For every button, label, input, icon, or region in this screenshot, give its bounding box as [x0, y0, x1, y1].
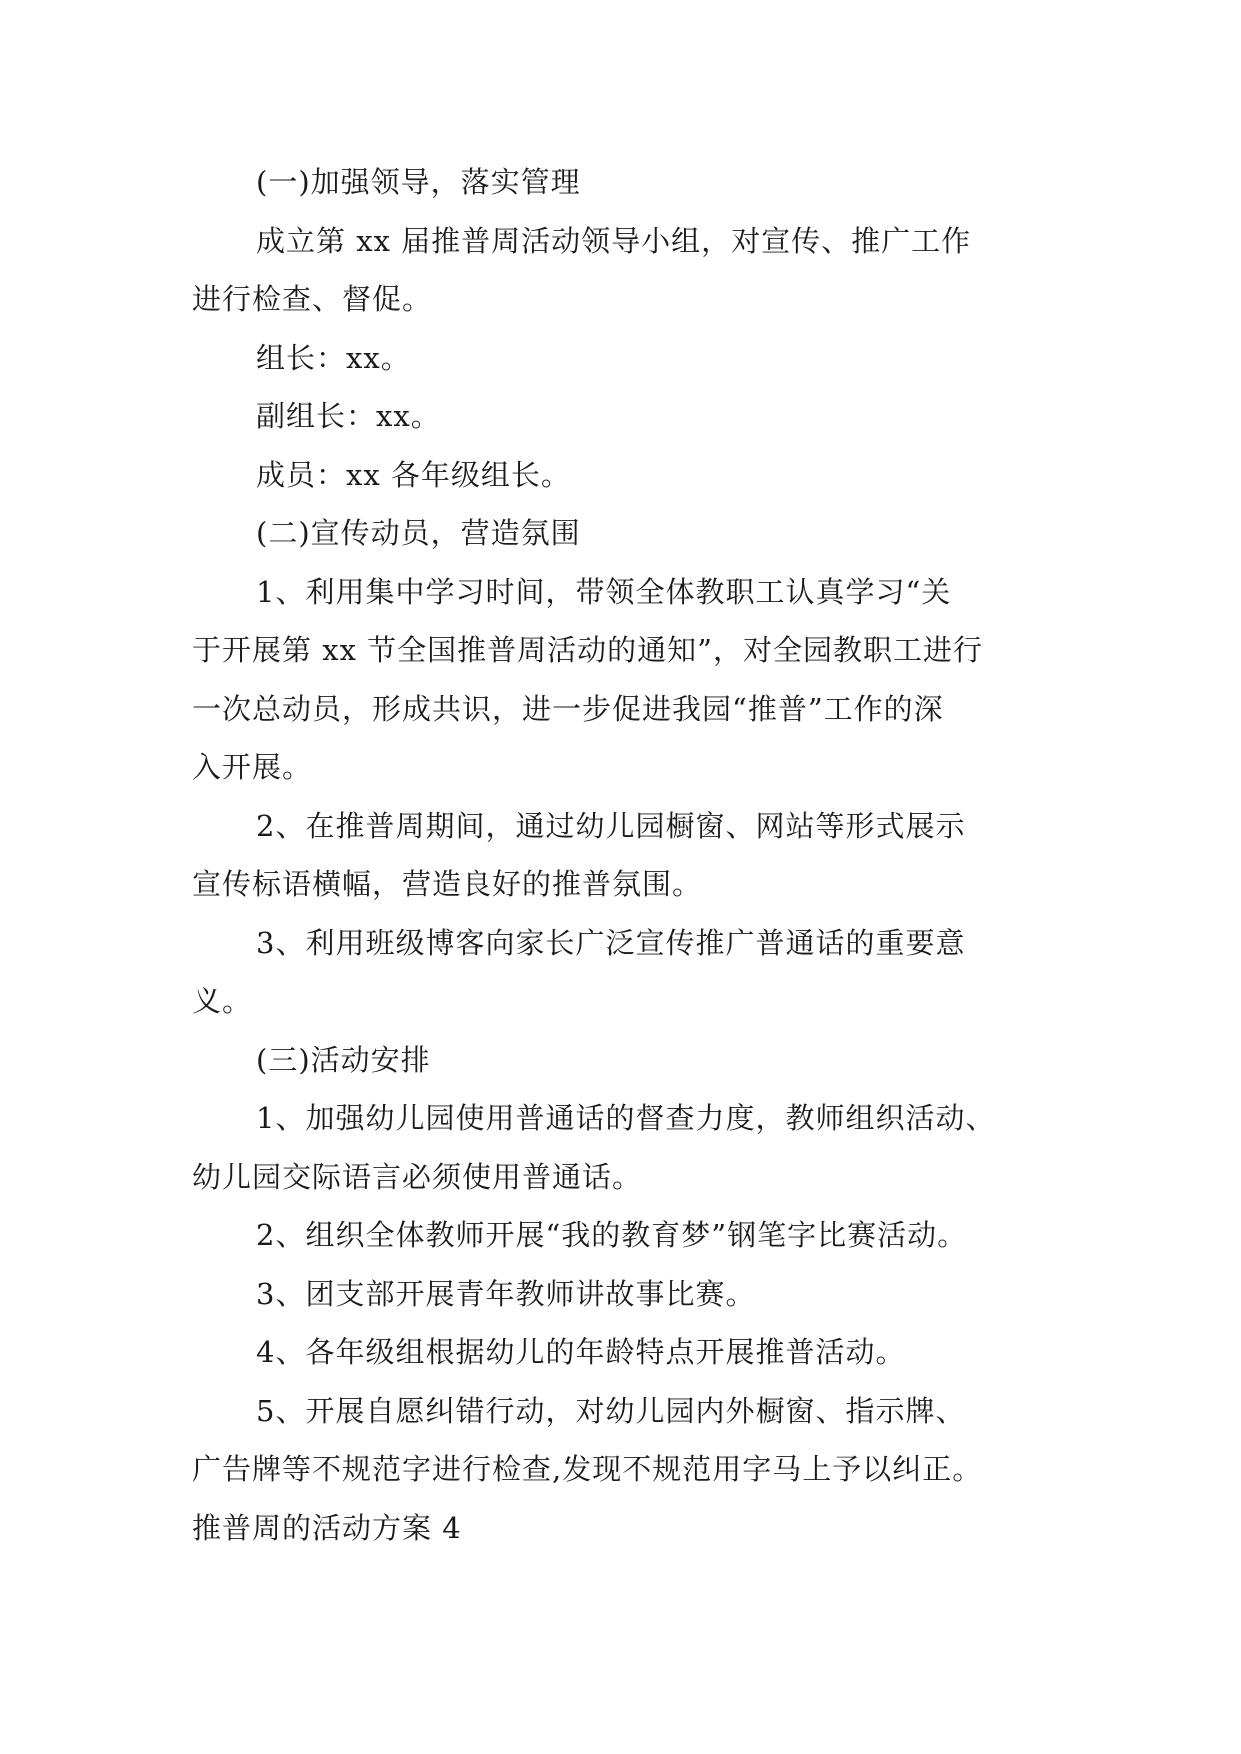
paragraph-line: 宣传标语横幅，营造良好的推普氛围。	[192, 867, 703, 901]
paragraph-line: 一次总动员，形成共识，进一步促进我园“推普”工作的深	[192, 691, 944, 726]
deputy-leader-line: 副组长：xx。	[256, 399, 441, 433]
paragraph-line: 1、加强幼儿园使用普通话的督查力度，教师组织活动、	[256, 1101, 996, 1135]
paragraph-line: 3、利用班级博客向家长广泛宣传推广普通话的重要意	[256, 925, 966, 960]
paragraph-line: 入开展。	[192, 750, 313, 784]
paragraph-line: 进行检查、督促。	[192, 282, 433, 316]
paragraph-line: 成立第 xx 届推普周活动领导小组，对宣传、推广工作	[256, 223, 972, 258]
section-heading-2: (二)宣传动员，营造氛围	[256, 516, 581, 550]
paragraph-line: 于开展第 xx 节全国推普周活动的通知”，对全园教职工进行	[192, 633, 983, 667]
paragraph-line: 3、团支部开展青年教师讲故事比赛。	[256, 1276, 756, 1311]
paragraph-line: 幼儿园交际语言必须使用普通话。	[192, 1159, 643, 1194]
paragraph-line: 广告牌等不规范字进行检查,发现不规范用字马上予以纠正。	[192, 1452, 983, 1486]
paragraph-line: 2、在推普周期间，通过幼儿园橱窗、网站等形式展示	[256, 808, 966, 843]
paragraph-line: 5、开展自愿纠错行动，对幼儿园内外橱窗、指示牌、	[256, 1393, 966, 1428]
paragraph-line: 义。	[192, 984, 253, 1018]
document-body	[192, 153, 1060, 1557]
paragraph-line: 4、各年级组根据幼儿的年龄特点开展推普活动。	[256, 1335, 906, 1369]
paragraph-line: 2、组织全体教师开展“我的教育梦”钢笔字比赛活动。	[256, 1218, 968, 1252]
paragraph-line: 1、利用集中学习时间，带领全体教职工认真学习“关	[256, 574, 952, 609]
leader-line: 组长：xx。	[256, 340, 411, 375]
members-line: 成员：xx 各年级组长。	[256, 457, 571, 492]
section-heading-3: (三)活动安排	[256, 1042, 431, 1077]
document-section-title: 推普周的活动方案 4	[192, 1510, 462, 1545]
section-heading-1: (一)加强领导，落实管理	[256, 165, 581, 199]
